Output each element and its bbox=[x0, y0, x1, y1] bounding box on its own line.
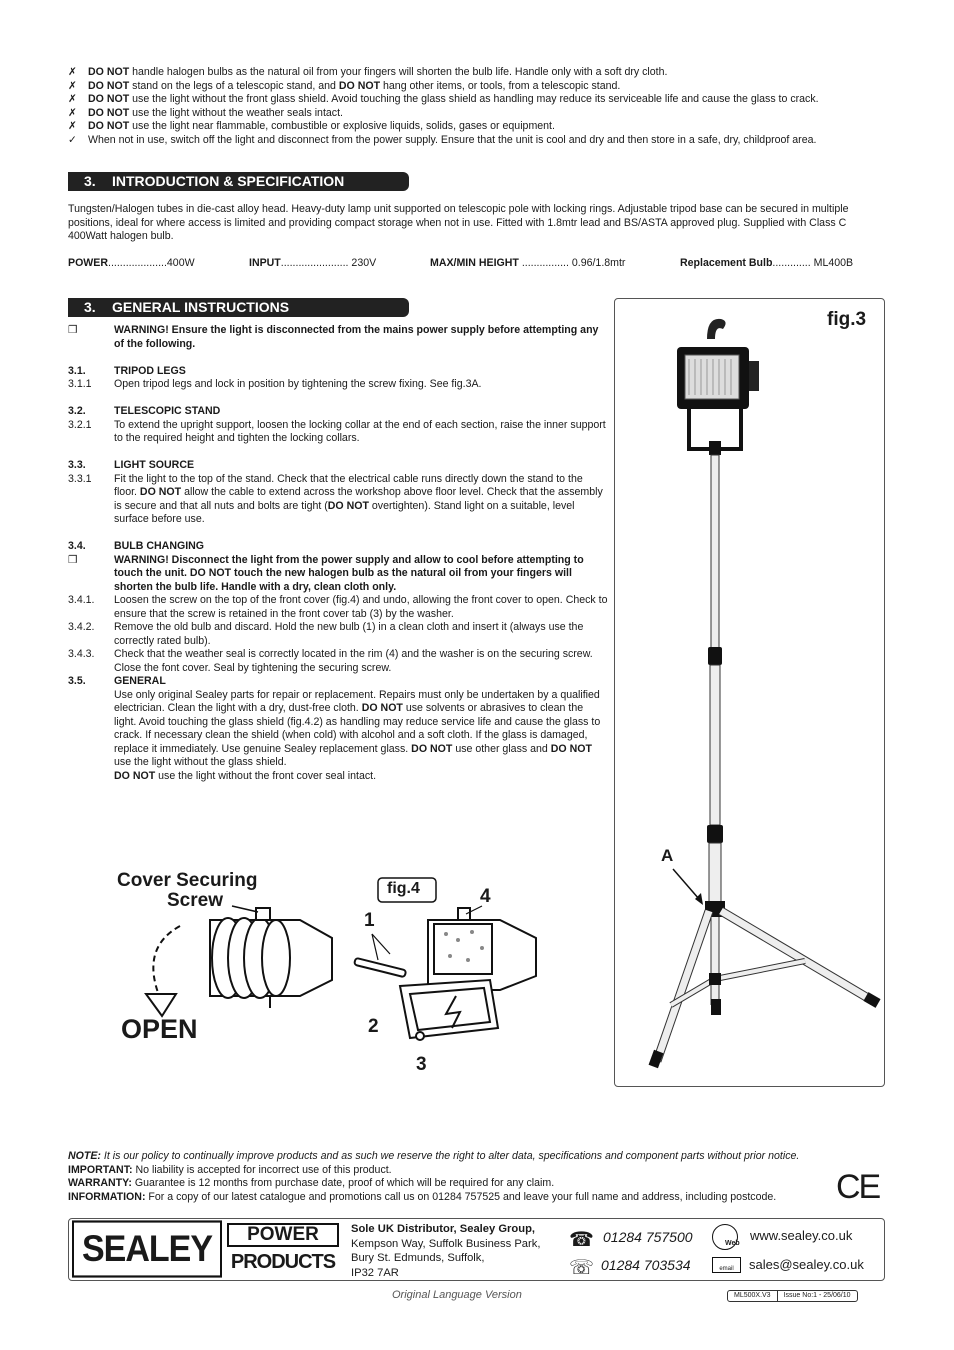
fig4-number-4: 4 bbox=[480, 886, 491, 907]
spec-height: MAX/MIN HEIGHT ................ 0.96/1.8mtr bbox=[430, 257, 626, 269]
issue-box bbox=[727, 1290, 858, 1302]
email-link[interactable]: sales@sealey.co.uk bbox=[749, 1257, 864, 1272]
general-instructions: ❒ WARNING! Ensure the light is disconnected from the mains power supply before attempting any of the following. 3.1. TRIPOD LEGS 3.1.1 Open tripod legs and lock in position by tightening the screw fixing. See fig.3A. 3.2. TELESCOPIC STAND 3.2.1 To extend the upright support, loosen the locking collar at the end of each section, raise the inner support to the required height and tighten the locking collars. 3.3. LIGHT SOURCE 3.3.1 Fit the light to the top of the stand. Check that the electrical cable runs directly down the stand to the floor. DO NOT allow the cable to extend across the workshop above floor level. Check that the assembly is secure and that all nuts and bolts are tight (DO NOT overtighten). Stand light on a suitable, level surface before use. 3.4. BULB CHANGING ❒ WARNING! Disconnect the light from the power supply and allow to cool before attempting to touch the unit. DO NOT touch the new halogen bulb as the natural oil from your fingers will shorten the bulb life. Handle with a dry, clean cloth only. 3.4.1. Loosen the screw on the top of the front cover (fig.4) and undo, allowing the front cover to open. Check to ensure that the screw is retained in the front cover tab (3) by the washer. 3.4.2. Remove the old bulb and discard. Hold the new bulb (1) in a clean cloth and insert it (always use the correctly rated bulb). 3.4.3. Check that the weather seal is correctly located in the rim (4) and the washer is on the securing screw. Close the font cover. Seal by tightening the securing screw. 3.5. GENERAL Use only original Sealey parts for repair or replacement. Repairs must only be undertaken by a qualified electrician. Clean the light with a dry, dust-free cloth. DO NOT use solvents or abrasives to clean the light. Avoid touching the glass shield (fig.4.2) as handling may reduce service life and cause the glass to crack. If necessary clean the shield (when cold) with alcohol and a soft cloth. If the glass is damaged, replace it immediately. Use genuine Sealey replacement glass. DO NOT use other glass and DO NOT use the light without the glass shield. DO NOT use the light without the front cover seal intact. bbox=[68, 324, 608, 782]
original-language-version: Original Language Version bbox=[392, 1289, 522, 1301]
safety-item: ✗ DO NOT use the light without the front glass shield. Avoid touching the glass shield as handling may reduce its serviceable life and cause the glass to crack. bbox=[68, 93, 819, 106]
pole-upper bbox=[711, 455, 719, 655]
sealey-logo: SEALEY bbox=[72, 1220, 222, 1277]
spec-input: INPUT....................... 230V bbox=[249, 257, 377, 269]
locking-collar bbox=[708, 647, 722, 665]
fig3-label: fig.3 bbox=[827, 309, 867, 330]
general-instructions-heading: 3. GENERAL INSTRUCTIONS bbox=[68, 298, 409, 317]
safety-item: ✗ DO NOT stand on the legs of a telescopic stand, and DO NOT hang other items, or tools, from a telescopic stand. bbox=[68, 79, 621, 92]
distributor-address: Sole UK Distributor, Sealey Group, Kempson Way, Suffolk Business Park, Bury St. Edmunds, Suffolk, IP32 7AR bbox=[351, 1223, 541, 1279]
safety-item: ✗ DO NOT handle halogen bulbs as the natural oil from your fingers will shorten the bulb life. Handle only with a soft dry cloth. bbox=[68, 66, 668, 78]
lamp-handle bbox=[707, 319, 726, 339]
cover-screw-label: Cover Securing bbox=[117, 870, 258, 891]
notes: NOTE: It is our policy to continually improve products and as such we reserve the right to alter data, specifications and component parts without prior notice. IMPORTANT: No liability is accepted for incorrect use of this product. WARRANTY: Guarantee is 12 months from purchase date, proof of which will be required for any claim. INFORMATION: For a copy of our latest catalogue and promotions call us on 01284 757525 and leave your full name and address, including postcode. bbox=[68, 1150, 800, 1203]
fig4-number-3: 3 bbox=[416, 1054, 427, 1075]
phone-number: 01284 757500 bbox=[603, 1229, 693, 1245]
open-arrow bbox=[153, 926, 180, 998]
fig3-callout-a: A bbox=[661, 846, 674, 865]
tripod-illustration bbox=[615, 299, 884, 1086]
lamp-cover-drawing bbox=[210, 908, 332, 1008]
fig4-illustration bbox=[110, 868, 550, 1088]
phone-icon: ☎ bbox=[569, 1229, 594, 1251]
intro-heading: 3. INTRODUCTION & SPECIFICATION bbox=[68, 172, 409, 191]
ce-mark: CE bbox=[836, 1168, 880, 1206]
issue-number: Issue No:1 - 25/06/10 bbox=[777, 1291, 857, 1301]
fax-icon: ☏ bbox=[569, 1257, 595, 1279]
callout-arrow bbox=[673, 869, 699, 899]
fax-number: 01284 703534 bbox=[601, 1257, 691, 1273]
cover-screw-label-2: Screw bbox=[167, 890, 223, 911]
intro-text: Tungsten/Halogen tubes in die-cast alloy head. Heavy-duty lamp unit supported on telescopic pole with locking rings. Adjustable tripod base can be secured in multiple positions, ideal for where access is limited and providing compact storage when not in use. Fitted with 1.8mtr lead and BS/ASTA approved plug. Supplied with Class C 400Watt halogen bulb. bbox=[68, 203, 849, 243]
pole-middle bbox=[710, 665, 720, 825]
spec-power: POWER....................400W bbox=[68, 257, 195, 269]
spec-bulb: Replacement Bulb............. ML400B bbox=[680, 257, 854, 269]
safety-list bbox=[68, 66, 898, 148]
open-label: OPEN bbox=[121, 1014, 198, 1044]
safety-item: ✗ DO NOT use the light near flammable, combustible or explosive liquids, solids, gases or equipment. bbox=[68, 120, 555, 133]
email-icon: email bbox=[712, 1257, 741, 1273]
fig4-label: fig.4 bbox=[387, 880, 420, 897]
fig4-number-2: 2 bbox=[368, 1016, 379, 1037]
safety-item: ✓ When not in use, switch off the light and disconnect from the power supply. Ensure that the unit is cool and dry and then store in a safe, dry, childproof area. bbox=[68, 133, 817, 146]
safety-item: ✗ DO NOT use the light without the weather seals intact. bbox=[68, 106, 343, 119]
lamp-open-drawing bbox=[354, 908, 536, 1040]
power-logo: POWER bbox=[227, 1223, 339, 1247]
locking-collar bbox=[707, 825, 723, 843]
products-logo: PRODUCTS bbox=[230, 1251, 336, 1273]
web-icon-label: Web bbox=[725, 1240, 740, 1247]
fig3-panel bbox=[614, 298, 885, 1087]
website-link[interactable]: www.sealey.co.uk bbox=[750, 1228, 853, 1243]
model-code: ML500X.V3 bbox=[734, 1292, 771, 1299]
lamp-side bbox=[749, 361, 759, 391]
footer-box bbox=[68, 1218, 885, 1281]
fig4-number-1: 1 bbox=[364, 910, 375, 931]
